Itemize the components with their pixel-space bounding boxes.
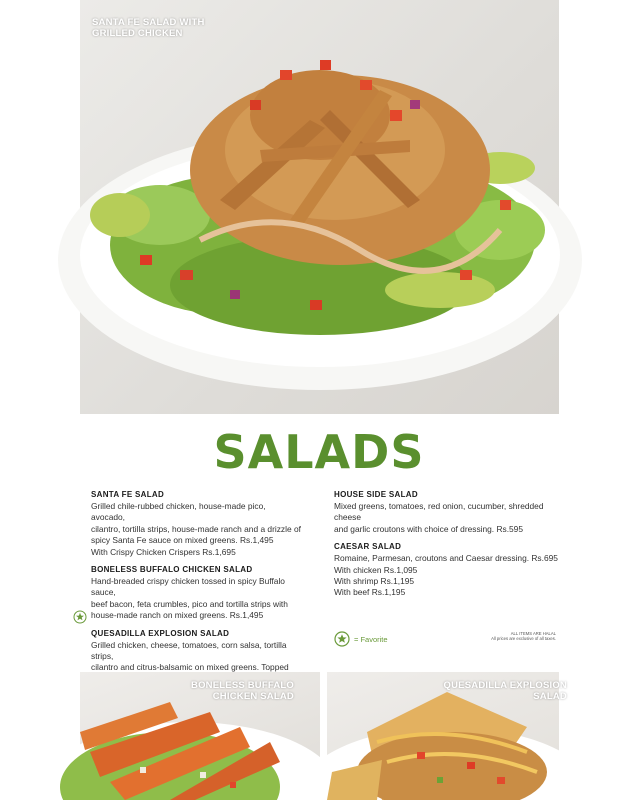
item-description [91, 501, 301, 558]
desc-line: Mixed greens, tomatoes, red onion, cucumber, shredded cheese [334, 501, 544, 523]
desc-line: Grilled chicken, cheese, tomatoes, corn salsa, tortilla strips, [91, 639, 287, 662]
bottom-left-caption: BONELESS BUFFALO CHICKEN SALAD [191, 680, 294, 702]
menu-column-left [91, 489, 301, 703]
favorite-legend [334, 631, 388, 647]
star-in-circle-icon [334, 631, 350, 647]
desc-line: Romaine, Parmesan, croutons and Caesar dressing. Rs.695 [334, 553, 558, 564]
item-description [334, 553, 559, 599]
menu-column-right [334, 489, 559, 605]
legal-note [470, 631, 556, 641]
desc-line: With chicken Rs.1,095 [334, 564, 418, 575]
page-title: SALADS [213, 425, 425, 479]
desc-line: With beef Rs.1,195 [334, 587, 406, 598]
boneless-buffalo-photo [80, 672, 320, 800]
desc-line: With Crispy Chicken Crispers Rs.1,695 [91, 546, 236, 557]
desc-line: Grilled chile-rubbed chicken, house-made pico, avocado, [91, 501, 266, 523]
desc-line: house-made ranch on mixed greens. Rs.1,495 [91, 610, 264, 621]
legal-line: All prices are exclusive of all taxes. [491, 636, 556, 641]
desc-line: spicy Santa Fe sauce on mixed greens. Rs.1,495 [91, 535, 274, 546]
item-name: BONELESS BUFFALO CHICKEN SALAD [91, 565, 253, 575]
salad-plate-illustration [80, 0, 559, 414]
favorite-legend-text: = Favorite [354, 634, 388, 644]
desc-line: cilantro and citrus-balsamic on mixed greens. Topped [91, 662, 289, 673]
desc-line: With shrimp Rs.1,195 [334, 576, 415, 587]
desc-line: and garlic croutons with choice of dressing. Rs.595 [334, 523, 524, 534]
hero-caption: SANTA FE SALAD WITH GRILLED CHICKEN [92, 17, 205, 39]
menu-item-caesar [334, 541, 559, 599]
item-description [91, 576, 301, 622]
favorite-star-icon [73, 610, 87, 624]
item-name: QUESADILLA EXPLOSION SALAD [91, 628, 230, 638]
quesadilla-explosion-photo [327, 672, 567, 800]
legal-line: ALL ITEMS ARE HALAL [510, 631, 556, 636]
desc-line: cilantro, tortilla strips, house-made ranch and a drizzle of [91, 523, 301, 534]
item-description [334, 501, 559, 535]
menu-item-santa-fe [91, 489, 301, 558]
item-name: HOUSE SIDE SALAD [334, 490, 418, 499]
item-name: SANTA FE SALAD [91, 490, 165, 499]
hero-photo [80, 0, 559, 414]
bottom-right-caption: QUESADILLA EXPLOSION SALAD [443, 680, 567, 702]
desc-line: beef bacon, feta crumbles, pico and tortilla strips with [91, 598, 288, 609]
menu-item-boneless-buffalo [91, 564, 301, 622]
menu-item-house-side [334, 489, 559, 535]
desc-line: Hand-breaded crispy chicken tossed in spicy Buffalo sauce, [91, 576, 285, 598]
item-name: CAESAR SALAD [334, 542, 402, 552]
